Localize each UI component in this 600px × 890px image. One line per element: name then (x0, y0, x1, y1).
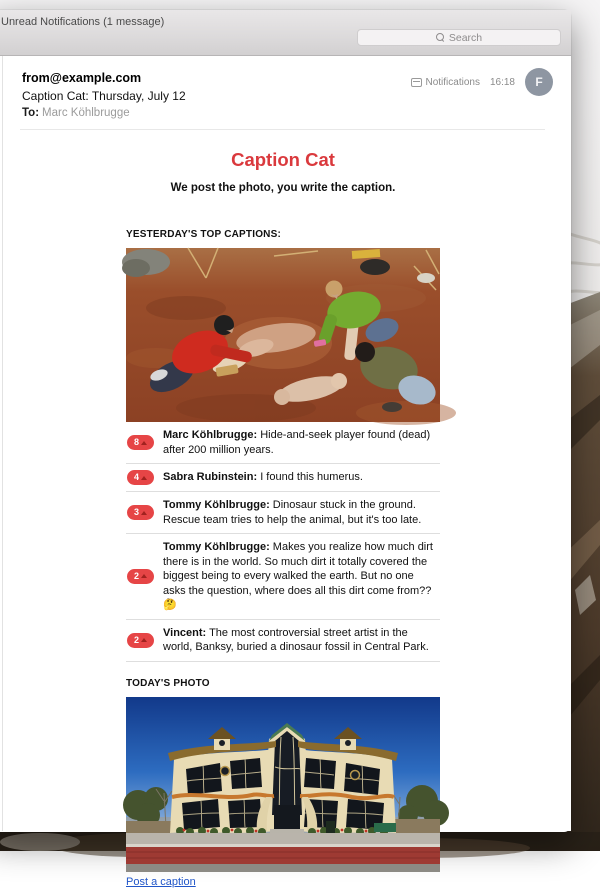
header-divider (20, 129, 545, 130)
newsletter-title: Caption Cat (231, 149, 335, 170)
today-heading: TODAY'S PHOTO (126, 677, 210, 689)
mailbox-icon (411, 78, 422, 87)
message-pane (0, 56, 571, 888)
upvote-icon (141, 638, 147, 642)
vote-badge: 3 (127, 505, 154, 520)
email-body (126, 149, 440, 890)
caption-text: Tommy Köhlbrugge: Dinosaur stuck in the ground. Rescue team tries to help the animal, but it's too late. (163, 499, 422, 526)
window-title: Unread Notifications (1 message) (1, 16, 165, 28)
caption-text: Sabra Rubinstein: I found this humerus. (163, 471, 363, 484)
caption-text: Tommy Köhlbrugge: Makes you realize how much dirt there is in the world. So much dirt it totally covered the biggest being to every walked the earth. But no one asks the question, where does all this dirt come from?? 🤔 (163, 541, 433, 612)
newsletter-tagline: We post the photo, you write the caption. (170, 182, 396, 194)
caption-row (126, 464, 440, 492)
caption-row (126, 422, 440, 464)
caption-author: Marc Köhlbrugge: (163, 429, 258, 441)
caption-author: Sabra Rubinstein: (163, 471, 258, 484)
caption-row (126, 620, 440, 662)
received-time: 16:18 (489, 76, 515, 88)
caption-text: Marc Köhlbrugge: Hide-and-seek player found (dead) after 200 million years. (163, 429, 431, 456)
mailbox-name: Notifications (425, 76, 480, 88)
todays-photo (126, 697, 440, 872)
caption-author: Tommy Köhlbrugge: (163, 541, 270, 554)
mail-window (0, 10, 571, 888)
caption-row (126, 492, 440, 534)
recipient-line (22, 107, 545, 119)
vote-badge: 2 (127, 569, 154, 584)
vote-badge: 8 (127, 435, 154, 450)
email-header (0, 56, 571, 119)
yesterdays-photo (126, 248, 440, 422)
upvote-icon (141, 574, 147, 578)
caption-author: Vincent: (163, 626, 207, 639)
upvote-icon (141, 441, 147, 445)
search-placeholder: Search (448, 31, 483, 44)
caption-text: Vincent: The most controversial street artist in the world, Banksy, buried a dinosaur fossil in Central Park. (163, 626, 429, 654)
caption-author: Tommy Köhlbrugge: (163, 499, 270, 512)
window-titlebar[interactable] (0, 10, 571, 56)
search-icon (436, 33, 445, 42)
to-label: To: (22, 107, 40, 119)
yesterday-heading: YESTERDAY'S TOP CAPTIONS: (126, 229, 282, 240)
search-input[interactable] (357, 29, 561, 46)
captions-list (126, 422, 440, 662)
caption-row (126, 534, 440, 620)
vote-badge: 2 (127, 633, 154, 648)
recipient-name: Marc Köhlbrugge (42, 107, 130, 119)
avatar: F (525, 68, 553, 96)
email-subject: Caption Cat: Thursday, July 12 (22, 89, 186, 103)
upvote-icon (141, 511, 147, 515)
post-caption-link[interactable]: Post a caption (126, 875, 196, 888)
upvote-icon (141, 476, 147, 480)
vote-badge: 4 (127, 470, 154, 485)
sender-address: from@example.com (22, 71, 142, 85)
mailbox-badge (411, 77, 480, 88)
header-meta (411, 68, 554, 96)
